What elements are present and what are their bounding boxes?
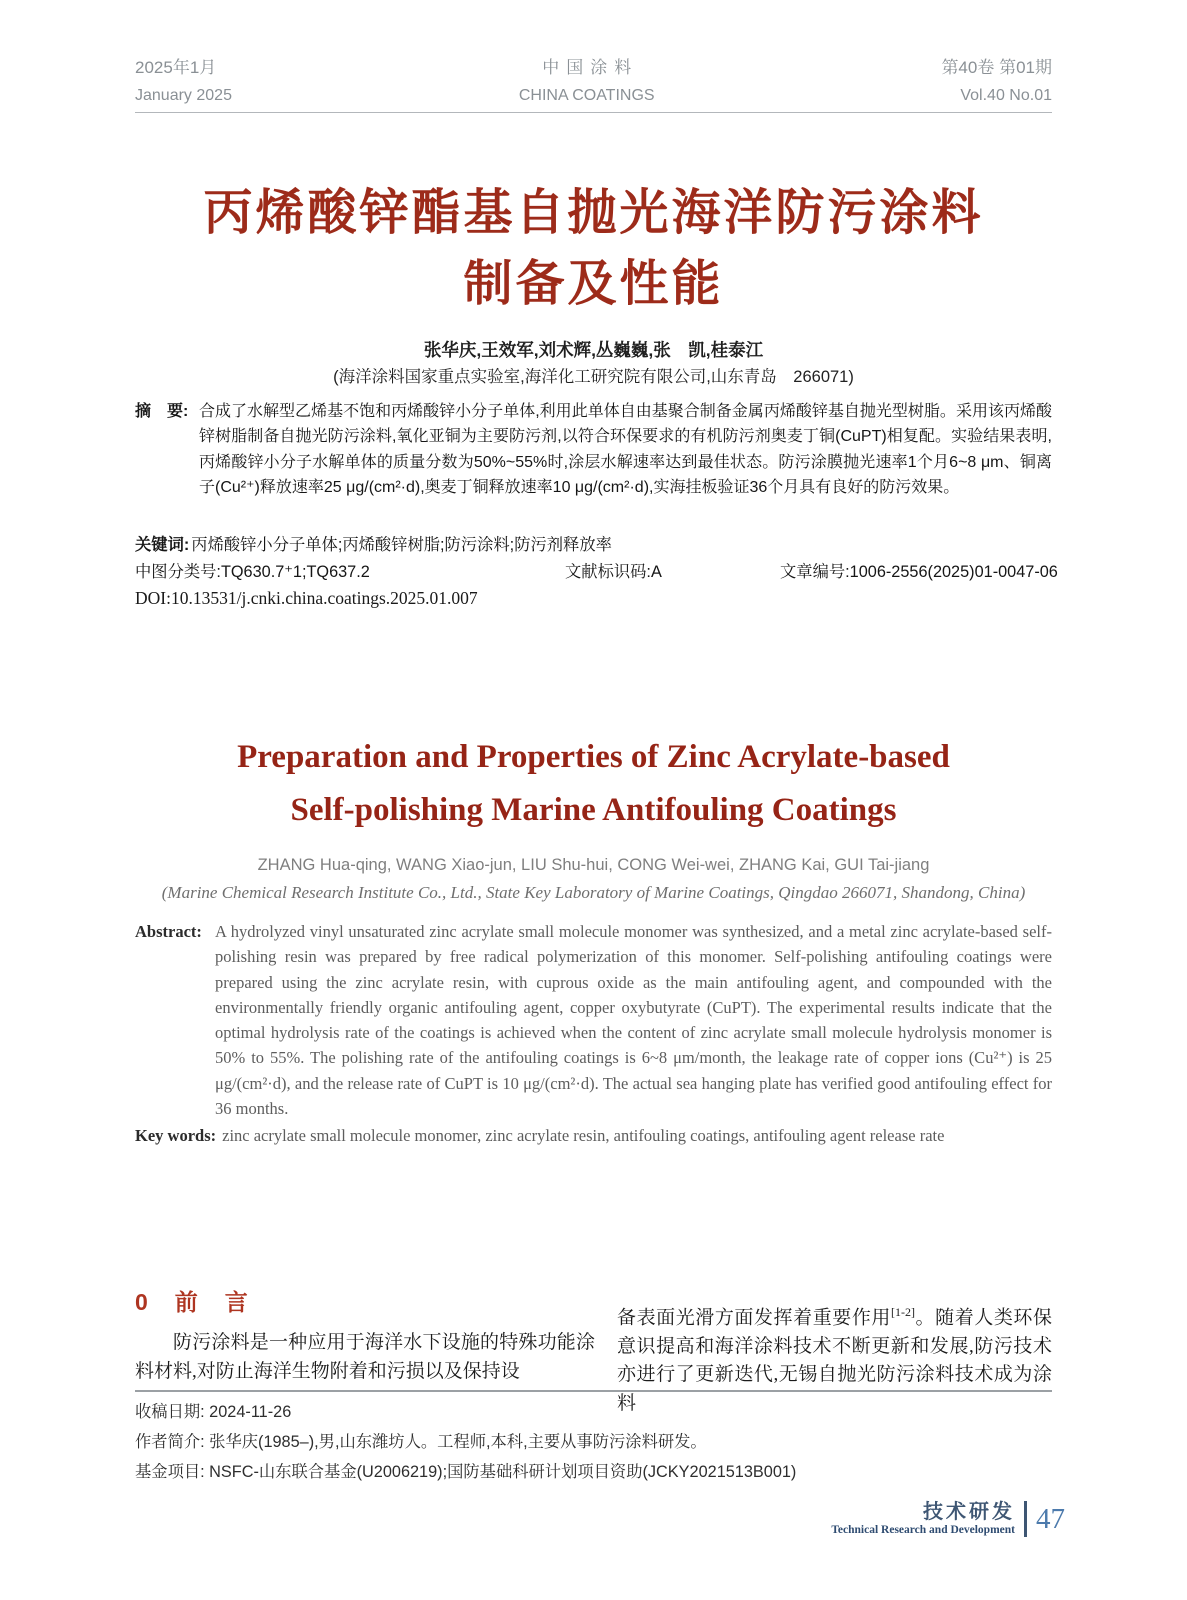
header-journal-name-en: CHINA COATINGS [518, 87, 655, 104]
affiliation-cn: (海洋涂料国家重点实验室,海洋化工研究院有限公司,山东青岛 266071) [333, 368, 854, 386]
doi: DOI:10.13531/j.cnki.china.coatings.2025.01.007 [135, 588, 478, 608]
header-journal-block [519, 54, 655, 110]
affiliation-en: (Marine Chemical Research Institute Co., Ltd., State Key Laboratory of Marine Coatings, Qingdao 266071, Shandong, China) [161, 883, 1026, 902]
footnote-received-date: 收稿日期: 2024-11-26 [135, 1403, 292, 1421]
intro-paragraph-left: 防污涂料是一种应用于海洋水下设施的特殊功能涂料材料,对防止海洋生物附着和污损以及保持设 [135, 1332, 595, 1382]
authors-cn: 张华庆,王效军,刘术辉,丛巍巍,张 凯,桂泰江 [423, 340, 764, 360]
authors-en: ZHANG Hua-qing, WANG Xiao-jun, LIU Shu-hui, CONG Wei-wei, ZHANG Kai, GUI Tai-jiang [257, 856, 930, 874]
footer-section-label [831, 1501, 1015, 1537]
article-title-en-line1: Preparation and Properties of Zinc Acrylate-based [237, 739, 950, 775]
keywords-en-text: zinc acrylate small molecule monomer, zinc acrylate resin, antifouling coatings, antifouling agent release rate [222, 1126, 945, 1145]
intro-right-text-a: 备表面光滑方面发挥着重要作用 [617, 1307, 891, 1329]
footnote-author-bio: 作者简介: 张华庆(1985–),男,山东潍坊人。工程师,本科,主要从事防污涂料研发。 [135, 1432, 707, 1451]
header-issue-en: Vol.40 No.01 [960, 87, 1052, 104]
abstract-en-label: Abstract: [135, 922, 202, 941]
document-code-value: A [650, 563, 662, 581]
footnotes [135, 1398, 1052, 1487]
keywords-en-label: Key words: [135, 1126, 217, 1145]
footer-section-cn: 技术研发 [923, 1501, 1015, 1523]
article-id-label: 文章编号: [780, 563, 850, 581]
clc-value: TQ630.7⁺1;TQ637.2 [220, 563, 370, 581]
header-issue-cn: 第40卷 第01期 [941, 58, 1052, 77]
page-footer [135, 1501, 1065, 1537]
header-date-cn: 2025年1月 [135, 58, 217, 77]
keywords-en [135, 1126, 1052, 1146]
document-code [565, 558, 662, 582]
keywords-cn-label: 关键词: [135, 536, 190, 554]
page-number: 47 [1036, 1502, 1065, 1535]
abstract-cn-text: 合成了水解型乙烯基不饱和丙烯酸锌小分子单体,利用此单体自由基聚合制备金属丙烯酸锌基自抛光型树脂。采用该丙烯酸锌树脂制备自抛光防污涂料,氧化亚铜为主要防污剂,以符合环保要求的有机防污剂奥麦丁铜(CuPT)相复配。实验结果表明,丙烯酸锌小分子水解单体的质量分数为50%~55%时,涂层水解速率达到最佳状态。防污涂膜抛光速率1个月6~8 μm、铜离子(Cu²⁺)释放速率25 μg/(cm²·d),奥麦丁铜释放速率10 μg/(cm²·d),实海挂板验证36个月具有良好的防污效果。 [199, 403, 1052, 496]
document-code-label: 文献标识码: [565, 563, 651, 581]
header-date-en: January 2025 [135, 87, 232, 104]
citation-superscript: [1-2] [890, 1305, 915, 1319]
footnote-funding: 基金项目: NSFC-山东联合基金(U2006219);国防基础科研计划项目资助(JCKY2021513B001) [135, 1462, 797, 1481]
abstract-en [135, 919, 1052, 1121]
article-title-cn-line2: 制备及性能 [463, 257, 724, 311]
article-title-cn-line1: 丙烯酸锌酯基自抛光海洋防污涂料 [203, 186, 984, 240]
footnote-divider [135, 1390, 1052, 1392]
footer-section-en: Technical Research and Development [831, 1524, 1015, 1536]
header-date-block [135, 54, 232, 110]
article-title-cn [0, 178, 1187, 320]
article-id-value: 1006-2556(2025)01-0047-06 [849, 563, 1058, 581]
intro-heading: 0 前 言 [135, 1289, 250, 1315]
header-journal-name-cn: 中国涂料 [542, 58, 639, 77]
clc-label: 中图分类号: [135, 563, 221, 581]
article-title-en [0, 731, 1187, 837]
abstract-en-text: A hydrolyzed vinyl unsaturated zinc acrylate small molecule monomer was synthesized, and a metal zinc acrylate-based self-polishing resin was prepared by free radical polymerization of this monomer. Self-polishing antifouling coatings were prepared using the zinc acrylate resin, with cuprous oxide as the main antifouling agent, and compounded with the environmentally friendly organic antifouling agent, copper oxybutyrate (CuPT). The experimental results indicate that the optimal hydrolysis rate of the coatings is achieved when the content of zinc acrylate small molecule hydrolysis monomer is 50% to 55%. The polishing rate of the antifouling coatings is 6~8 μm/month, the leakage rate of copper ions (Cu²⁺) is 25 μg/(cm²·d), and the release rate of CuPT is 10 μg/(cm²·d). The actual sea hanging plate has verified good antifouling effect for 36 months. [215, 922, 1052, 1119]
abstract-cn-label: 摘 要: [135, 403, 189, 420]
article-id [780, 558, 1058, 582]
header-divider [135, 112, 1052, 113]
footer-divider-bar [1024, 1501, 1027, 1537]
classification-row [135, 558, 1058, 582]
article-title-en-line2: Self-polishing Marine Antifouling Coatings [290, 792, 897, 828]
keywords-cn-text: 丙烯酸锌小分子单体;丙烯酸锌树脂;防污涂料;防污剂释放率 [191, 536, 612, 554]
clc-number [135, 558, 370, 582]
header-issue-block [941, 54, 1052, 110]
journal-header [135, 54, 1052, 110]
intro-right-text-b: 。随着人类环保意识提高和海洋涂料技术不断更新和发展,防污技术亦进行了更新迭代,无锡自抛光防污涂料技术成为涂料 [617, 1307, 1052, 1414]
abstract-cn [135, 399, 1052, 500]
keywords-cn [135, 531, 1052, 555]
